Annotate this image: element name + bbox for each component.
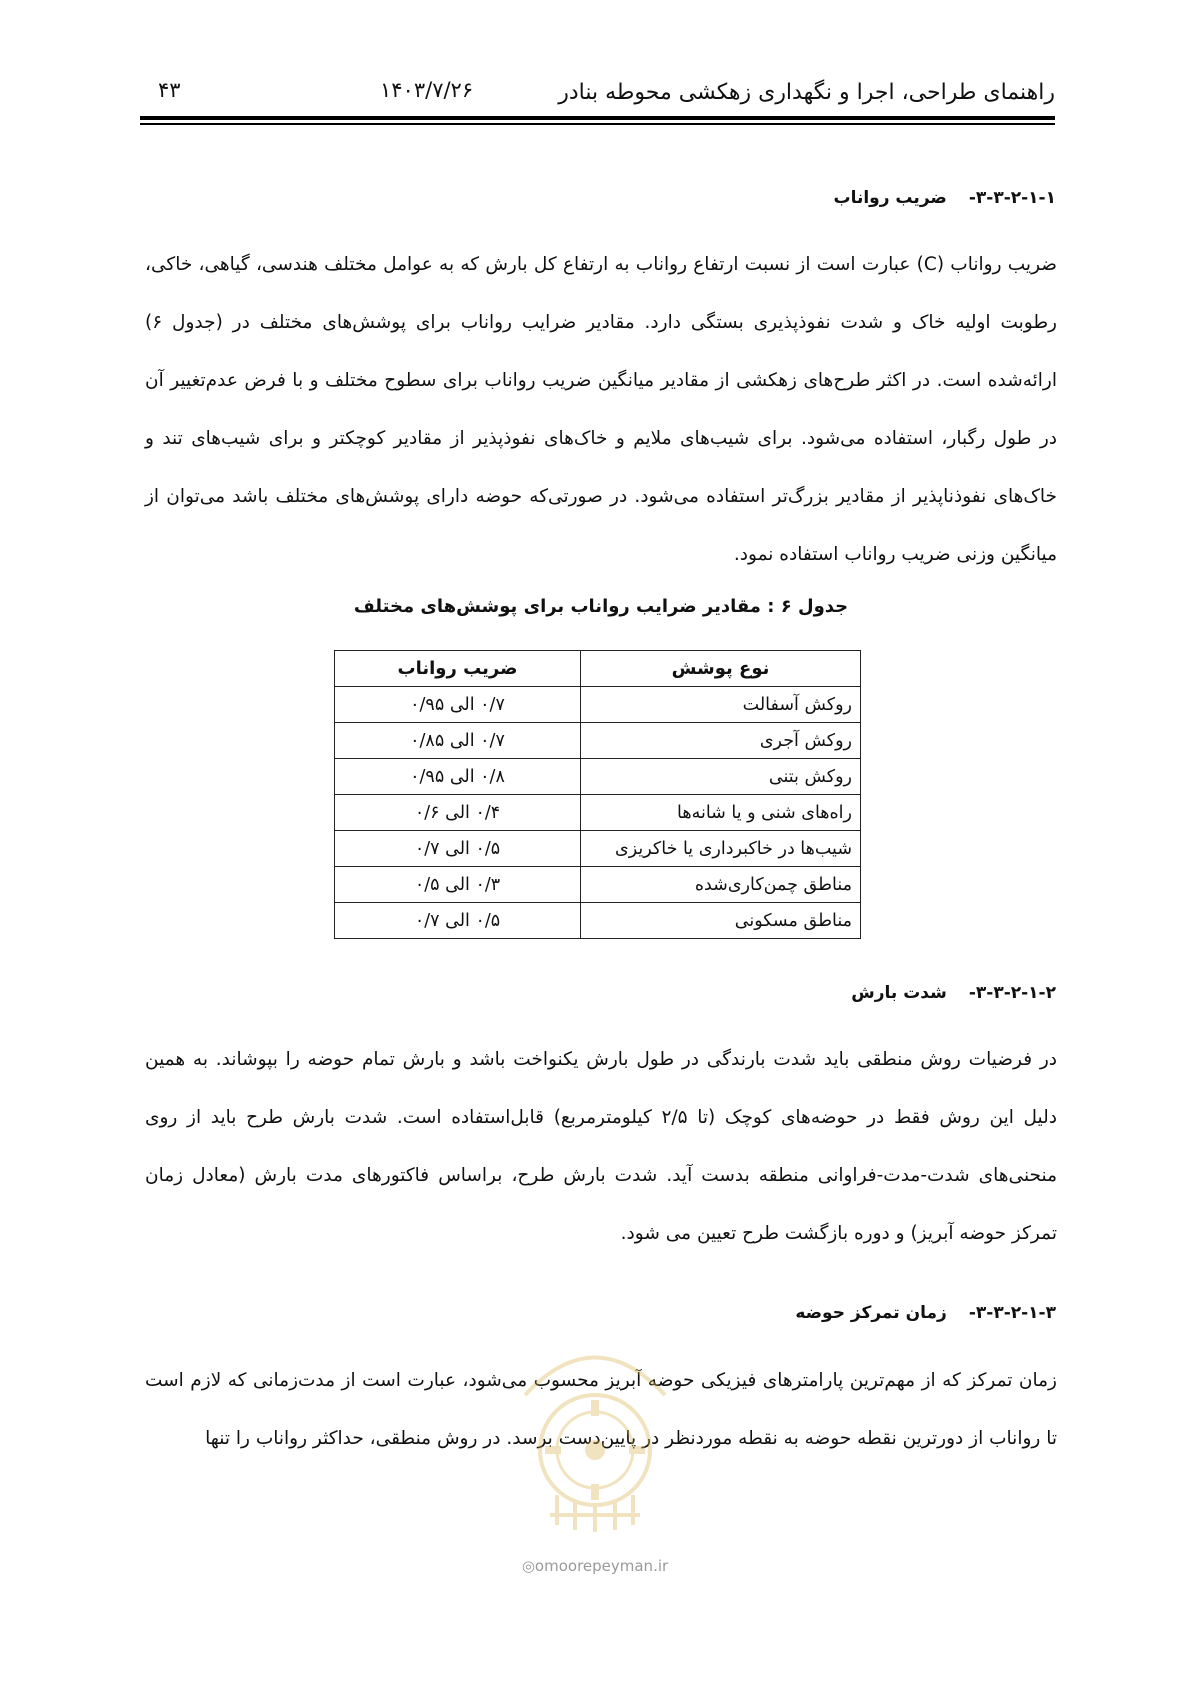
table-header-row [335, 651, 861, 687]
runoff-coefficient-table [334, 650, 861, 939]
table-row [335, 795, 861, 831]
table-row [335, 867, 861, 903]
table-row [335, 687, 861, 723]
table-row [335, 759, 861, 795]
header-date: ۱۴۰۳/۷/۲۶ [380, 78, 474, 102]
cell-coefficient: ۰/۸ الی ۰/۹۵ [335, 759, 581, 795]
column-header-type: نوع پوشش [581, 651, 861, 687]
cell-type: شیب‌ها در خاکبرداری یا خاکریزی [581, 831, 861, 867]
page-header [140, 74, 1055, 114]
table-caption: جدول ۶ : مقادیر ضرایب رواناب برای پوشش‌های مختلف [353, 596, 849, 617]
cell-type: روکش آسفالت [581, 687, 861, 723]
column-header-coefficient: ضریب رواناب [335, 651, 581, 687]
paragraph-rainfall-intensity [145, 1031, 1057, 1263]
cell-coefficient: ۰/۳ الی ۰/۵ [335, 867, 581, 903]
cell-type: مناطق مسکونی [581, 903, 861, 939]
watermark-seal-icon [495, 1300, 695, 1550]
cell-coefficient: ۰/۵ الی ۰/۷ [335, 831, 581, 867]
paragraph-text: زمان تمرکز که از مهم‌ترین پارامترهای فیزیکی حوضه آبریز محسوب می‌شود، عبارت است از مدت‌زمانی که لازم است تا رواناب از دورترین نقطه حوضه به نقطه موردنظر در پایین‌دست برسد. در روش منطقی، حداکثر رواناب را تنها [145, 1370, 1057, 1449]
watermark-site [495, 1557, 695, 1575]
table-row [335, 903, 861, 939]
header-rule-thin [140, 123, 1055, 125]
section-heading-concentration-time [795, 1303, 1056, 1323]
section-title: شدت بارش [851, 983, 947, 1003]
header-rule-thick [140, 116, 1055, 120]
section-number: ۳-۳-۲-۱-۱- [968, 188, 1056, 208]
cell-type: راه‌های شنی و یا شانه‌ها [581, 795, 861, 831]
document-title: راهنمای طراحی، اجرا و نگهداری زهکشی محوطه بنادر [558, 80, 1055, 105]
table-row [335, 723, 861, 759]
cell-type: مناطق چمن‌کاری‌شده [581, 867, 861, 903]
cell-coefficient: ۰/۵ الی ۰/۷ [335, 903, 581, 939]
paragraph-text: ضریب رواناب (C) عبارت است از نسبت ارتفاع رواناب به ارتفاع کل بارش که به عوامل مختلف هندسی، گیاهی، خاکی، رطوبت اولیه خاک و شدت نفوذپذیری بستگی دارد. مقادیر ضرایب رواناب برای پوشش‌های مختلف در (جدول ۶) ارائه‌شده است. در اکثر طرح‌های زهکشی از مقادیر میانگین ضریب رواناب برای سطوح مختلف و با فرض عدم‌تغییر آن در طول رگبار، استفاده می‌شود. برای شیب‌های ملایم و خاک‌های نفوذپذیر از مقادیر کوچکتر و برای شیب‌های تند و خاک‌های نفوذناپذیر از مقادیر بزرگ‌تر استفاده می‌شود. در صورتی‌که حوضه دارای پوشش‌های مختلف باشد می‌توان از میانگین وزنی ضریب رواناب استفاده نمود. [145, 254, 1057, 565]
page-number: ۴۳ [158, 78, 181, 102]
cell-coefficient: ۰/۷ الی ۰/۹۵ [335, 687, 581, 723]
section-title: زمان تمرکز حوضه [795, 1303, 947, 1323]
globe-icon: ◎ [521, 1557, 535, 1575]
section-title: ضریب رواناب [833, 188, 947, 208]
section-heading-rainfall-intensity [851, 983, 1056, 1003]
cell-coefficient: ۰/۷ الی ۰/۸۵ [335, 723, 581, 759]
table-row [335, 831, 861, 867]
cell-type: روکش آجری [581, 723, 861, 759]
section-heading-runoff-coefficient [833, 188, 1056, 208]
paragraph-runoff-coefficient [145, 236, 1057, 584]
section-number: ۳-۳-۲-۱-۳- [968, 1303, 1056, 1323]
watermark-site-text: omoorepeyman.ir [534, 1557, 669, 1575]
cell-type: روکش بتنی [581, 759, 861, 795]
paragraph-text: در فرضیات روش منطقی باید شدت بارندگی در طول بارش یکنواخت باشد و بارش تمام حوضه را بپوشاند. به همین دلیل این روش فقط در حوضه‌های کوچک (تا ۲/۵ کیلومترمربع) قابل‌استفاده است. شدت بارش طرح باید از روی منحنی‌های شدت-مدت-فراوانی منطقه بدست آید. شدت بارش طرح، براساس فاکتورهای مدت بارش (معادل زمان تمرکز حوضه آبریز) و دوره بازگشت طرح تعیین می شود. [145, 1049, 1058, 1244]
cell-coefficient: ۰/۴ الی ۰/۶ [335, 795, 581, 831]
section-number: ۳-۳-۲-۱-۲- [968, 983, 1056, 1003]
